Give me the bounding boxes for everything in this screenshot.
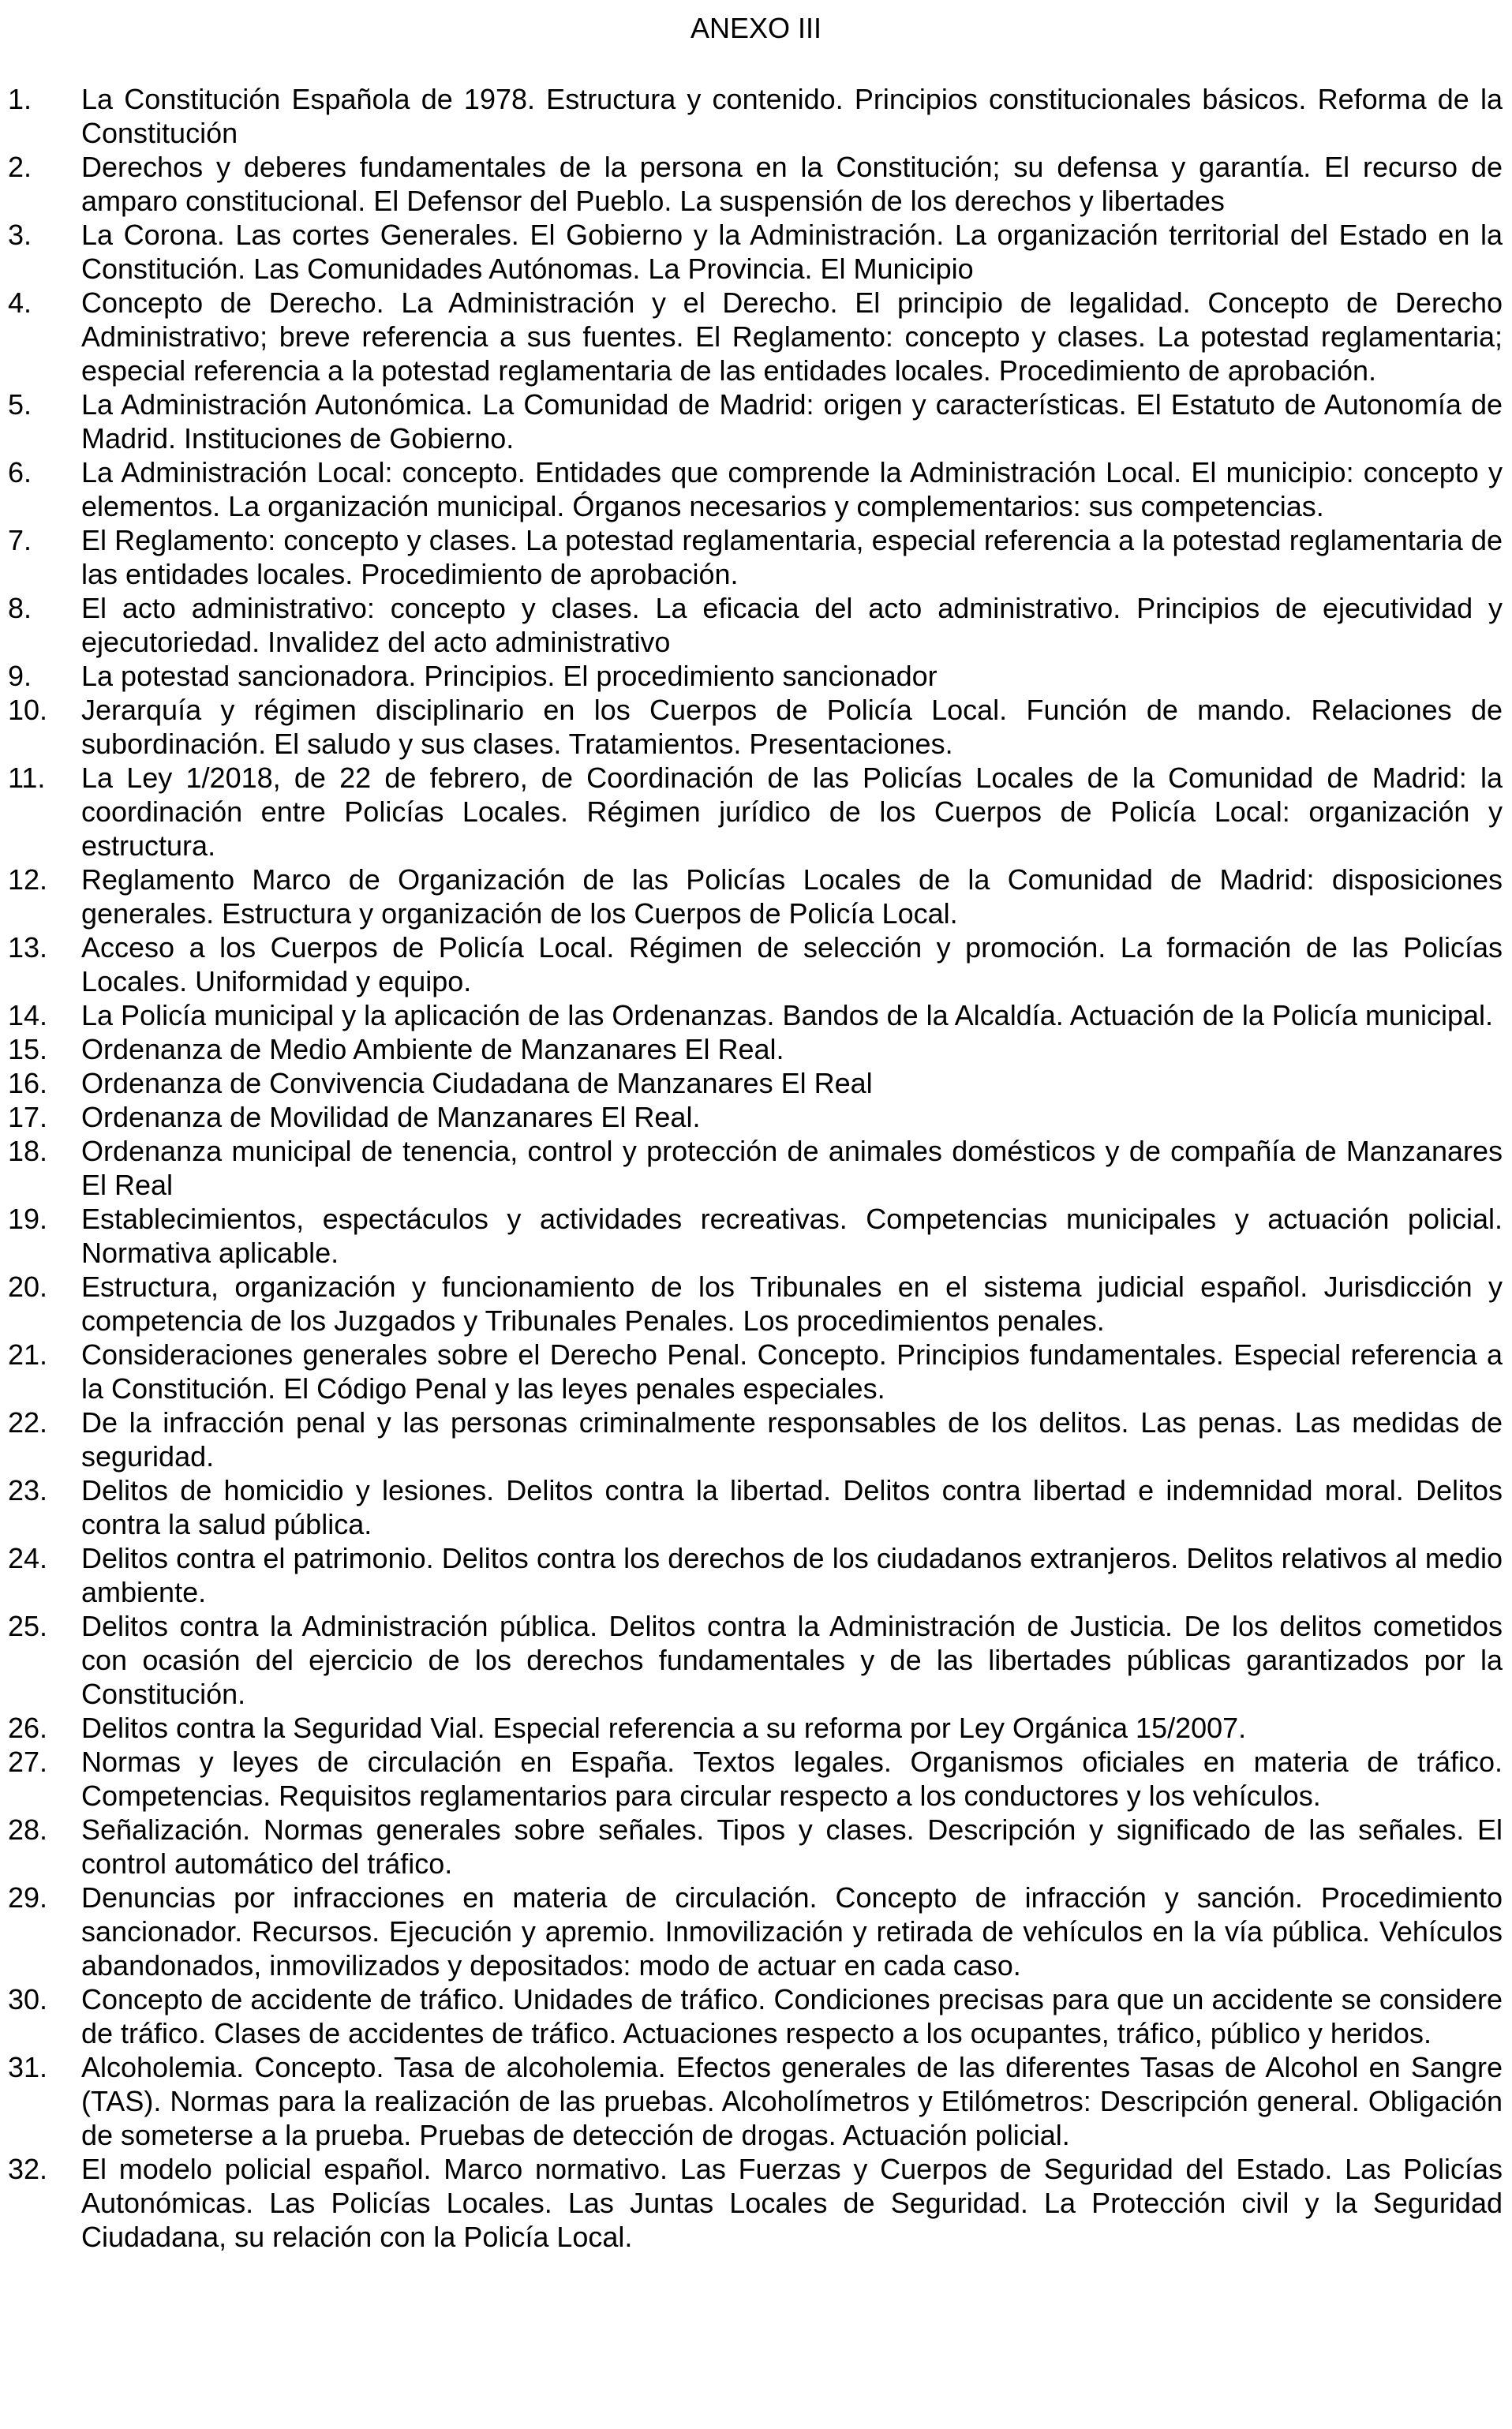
list-item — [0, 1813, 1512, 1881]
item-number: 21. — [8, 1338, 48, 1371]
item-number: 9. — [8, 660, 32, 692]
item-number: 10. — [8, 694, 48, 726]
topic-list — [0, 82, 1512, 2254]
item-text: Señalización. Normas generales sobre señales. Tipos y clases. Descripción y significado de las señales. El control automático del tráfico. — [81, 1813, 1503, 1880]
item-text: La Policía municipal y la aplicación de las Ordenanzas. Bandos de la Alcaldía. Actuación de la Policía municipal. — [81, 999, 1494, 1031]
item-text: Concepto de accidente de tráfico. Unidades de tráfico. Condiciones precisas para que un accidente se considere de tráfico. Clases de accidentes de tráfico. Actuaciones respecto a los ocupantes, tráfico, público y heridos. — [81, 1983, 1503, 2049]
item-number: 4. — [8, 286, 32, 319]
item-text: El modelo policial español. Marco normativo. Las Fuerzas y Cuerpos de Seguridad del Estado. Las Policías Autonómicas. Las Policías Locales. Las Juntas Locales de Seguridad. La Protección civil y la Seguridad Ciudadana, su relación con la Policía Local. — [81, 2153, 1503, 2253]
item-number: 5. — [8, 388, 32, 421]
item-number: 1. — [8, 83, 32, 115]
list-item — [0, 1541, 1512, 1609]
list-item — [0, 1032, 1512, 1066]
item-number: 17. — [8, 1101, 48, 1133]
item-text: La Constitución Española de 1978. Estructura y contenido. Principios constitucionales básicos. Reforma de la Constitución — [81, 83, 1503, 149]
item-number: 2. — [8, 151, 32, 183]
item-number: 32. — [8, 2153, 48, 2185]
list-item — [0, 1473, 1512, 1541]
list-item — [0, 1881, 1512, 1982]
item-text: El acto administrativo: concepto y clases. La eficacia del acto administrativo. Principios de ejecutividad y ejecutoriedad. Invalidez del acto administrativo — [81, 592, 1503, 658]
item-text: Ordenanza de Movilidad de Manzanares El Real. — [81, 1101, 701, 1133]
list-item — [0, 2152, 1512, 2254]
item-text: Alcoholemia. Concepto. Tasa de alcoholemia. Efectos generales de las diferentes Tasas de Alcohol en Sangre (TAS). Normas para la realización de las pruebas. Alcoholímetros y Etilómetros: Descripción general. Obligación de someterse a la prueba. Pruebas de detección de drogas. Actuación policial. — [81, 2051, 1503, 2151]
list-item — [0, 761, 1512, 863]
list-item — [0, 1270, 1512, 1338]
item-number: 22. — [8, 1406, 48, 1439]
item-text: Estructura, organización y funcionamiento de los Tribunales en el sistema judicial español. Jurisdicción y competencia de los Juzgados y Tribunales Penales. Los procedimientos penales. — [81, 1271, 1503, 1337]
list-item — [0, 150, 1512, 218]
list-item — [0, 659, 1512, 693]
item-number: 29. — [8, 1881, 48, 1914]
list-item — [0, 1100, 1512, 1134]
item-number: 8. — [8, 592, 32, 624]
list-item — [0, 998, 1512, 1032]
item-number: 23. — [8, 1474, 48, 1506]
item-text: Reglamento Marco de Organización de las Policías Locales de la Comunidad de Madrid: disposiciones generales. Estructura y organización de los Cuerpos de Policía Local. — [81, 863, 1503, 930]
item-text: Denuncias por infracciones en materia de circulación. Concepto de infracción y sanción. Procedimiento sancionador. Recursos. Ejecución y apremio. Inmovilización y retirada de vehículos en la vía pública. Vehículos abandonados, inmovilizados y depositados: modo de actuar en cada caso. — [81, 1881, 1503, 1982]
item-number: 11. — [8, 762, 46, 794]
document-page — [0, 11, 1512, 2429]
list-item — [0, 2050, 1512, 2152]
list-item — [0, 286, 1512, 387]
list-item — [0, 455, 1512, 523]
list-item — [0, 387, 1512, 455]
item-text: Establecimientos, espectáculos y actividades recreativas. Competencias municipales y actuación policial. Normativa aplicable. — [81, 1203, 1503, 1269]
item-number: 18. — [8, 1135, 48, 1167]
item-text: Consideraciones generales sobre el Derecho Penal. Concepto. Principios fundamentales. Especial referencia a la Constitución. El Código Penal y las leyes penales especiales. — [81, 1338, 1503, 1405]
list-item — [0, 523, 1512, 591]
item-text: Acceso a los Cuerpos de Policía Local. Régimen de selección y promoción. La formación de las Policías Locales. Uniformidad y equipo. — [81, 931, 1503, 997]
item-text: Delitos contra la Seguridad Vial. Especial referencia a su reforma por Ley Orgánica 15/2007. — [81, 1712, 1247, 1744]
item-text: Jerarquía y régimen disciplinario en los Cuerpos de Policía Local. Función de mando. Relaciones de subordinación. El saludo y sus clases. Tratamientos. Presentaciones. — [81, 694, 1503, 760]
item-number: 13. — [8, 931, 48, 964]
item-text: De la infracción penal y las personas criminalmente responsables de los delitos. Las penas. Las medidas de seguridad. — [81, 1406, 1503, 1473]
list-item — [0, 1745, 1512, 1813]
item-text: Ordenanza municipal de tenencia, control y protección de animales domésticos y de compañía de Manzanares El Real — [81, 1135, 1503, 1201]
item-text: Concepto de Derecho. La Administración y el Derecho. El principio de legalidad. Concepto de Derecho Administrativo; breve referencia a sus fuentes. El Reglamento: concepto y clases. La potestad reglamentaria; especial referencia a la potestad reglamentaria de las entidades locales. Procedimiento de aprobación. — [81, 286, 1503, 387]
item-text: Normas y leyes de circulación en España. Textos legales. Organismos oficiales en materia de tráfico. Competencias. Requisitos reglamentarios para circular respecto a los conductores y los vehículos. — [81, 1746, 1503, 1812]
item-text: La potestad sancionadora. Principios. El procedimiento sancionador — [81, 660, 938, 692]
list-item — [0, 82, 1512, 150]
item-number: 7. — [8, 524, 32, 556]
list-item — [0, 1711, 1512, 1745]
list-item — [0, 1202, 1512, 1270]
item-number: 24. — [8, 1542, 48, 1574]
item-number: 28. — [8, 1813, 48, 1846]
list-item — [0, 693, 1512, 761]
list-item — [0, 591, 1512, 659]
list-item — [0, 1066, 1512, 1100]
item-number: 12. — [8, 863, 48, 896]
item-number: 19. — [8, 1203, 48, 1235]
list-item — [0, 1338, 1512, 1405]
item-text: Ordenanza de Convivencia Ciudadana de Manzanares El Real — [81, 1067, 873, 1099]
list-item — [0, 1609, 1512, 1711]
list-item — [0, 1982, 1512, 2050]
item-text: Delitos de homicidio y lesiones. Delitos contra la libertad. Delitos contra libertad e indemnidad moral. Delitos contra la salud pública. — [81, 1474, 1503, 1540]
item-number: 15. — [8, 1033, 48, 1065]
item-number: 25. — [8, 1610, 48, 1642]
item-number: 30. — [8, 1983, 48, 2015]
item-text: La Administración Autonómica. La Comunidad de Madrid: origen y características. El Estatuto de Autonomía de Madrid. Instituciones de Gobierno. — [81, 388, 1503, 455]
list-item — [0, 930, 1512, 998]
item-text: La Corona. Las cortes Generales. El Gobierno y la Administración. La organización territorial del Estado en la Constitución. Las Comunidades Autónomas. La Provincia. El Municipio — [81, 219, 1503, 285]
item-text: Derechos y deberes fundamentales de la persona en la Constitución; su defensa y garantía. El recurso de amparo constitucional. El Defensor del Pueblo. La suspensión de los derechos y libertades — [81, 151, 1503, 217]
item-number: 3. — [8, 219, 32, 251]
item-number: 27. — [8, 1746, 48, 1778]
item-number: 14. — [8, 999, 48, 1031]
item-text: La Ley 1/2018, de 22 de febrero, de Coordinación de las Policías Locales de la Comunidad de Madrid: la coordinación entre Policías Locales. Régimen jurídico de los Cuerpos de Policía Local: organización y estructura. — [81, 762, 1503, 862]
item-number: 20. — [8, 1271, 48, 1303]
item-text: Ordenanza de Medio Ambiente de Manzanares El Real. — [81, 1033, 784, 1065]
item-text: Delitos contra el patrimonio. Delitos contra los derechos de los ciudadanos extranjeros. Delitos relativos al medio ambiente. — [81, 1542, 1503, 1608]
item-text: Delitos contra la Administración pública. Delitos contra la Administración de Justicia. De los delitos cometidos con ocasión del ejercicio de los derechos fundamentales y de las libertades públicas garantizados por la Constitución. — [81, 1610, 1503, 1710]
list-item — [0, 1134, 1512, 1202]
list-item — [0, 218, 1512, 286]
item-number: 31. — [8, 2051, 48, 2083]
item-text: La Administración Local: concepto. Entidades que comprende la Administración Local. El municipio: concepto y elementos. La organización municipal. Órganos necesarios y complementarios: sus competencias. — [81, 456, 1503, 522]
item-number: 26. — [8, 1712, 48, 1744]
page-title: ANEXO III — [690, 12, 822, 44]
item-number: 16. — [8, 1067, 48, 1099]
list-item — [0, 863, 1512, 930]
item-number: 6. — [8, 456, 32, 488]
list-item — [0, 1405, 1512, 1473]
item-text: El Reglamento: concepto y clases. La potestad reglamentaria, especial referencia a la potestad reglamentaria de las entidades locales. Procedimiento de aprobación. — [81, 524, 1503, 590]
